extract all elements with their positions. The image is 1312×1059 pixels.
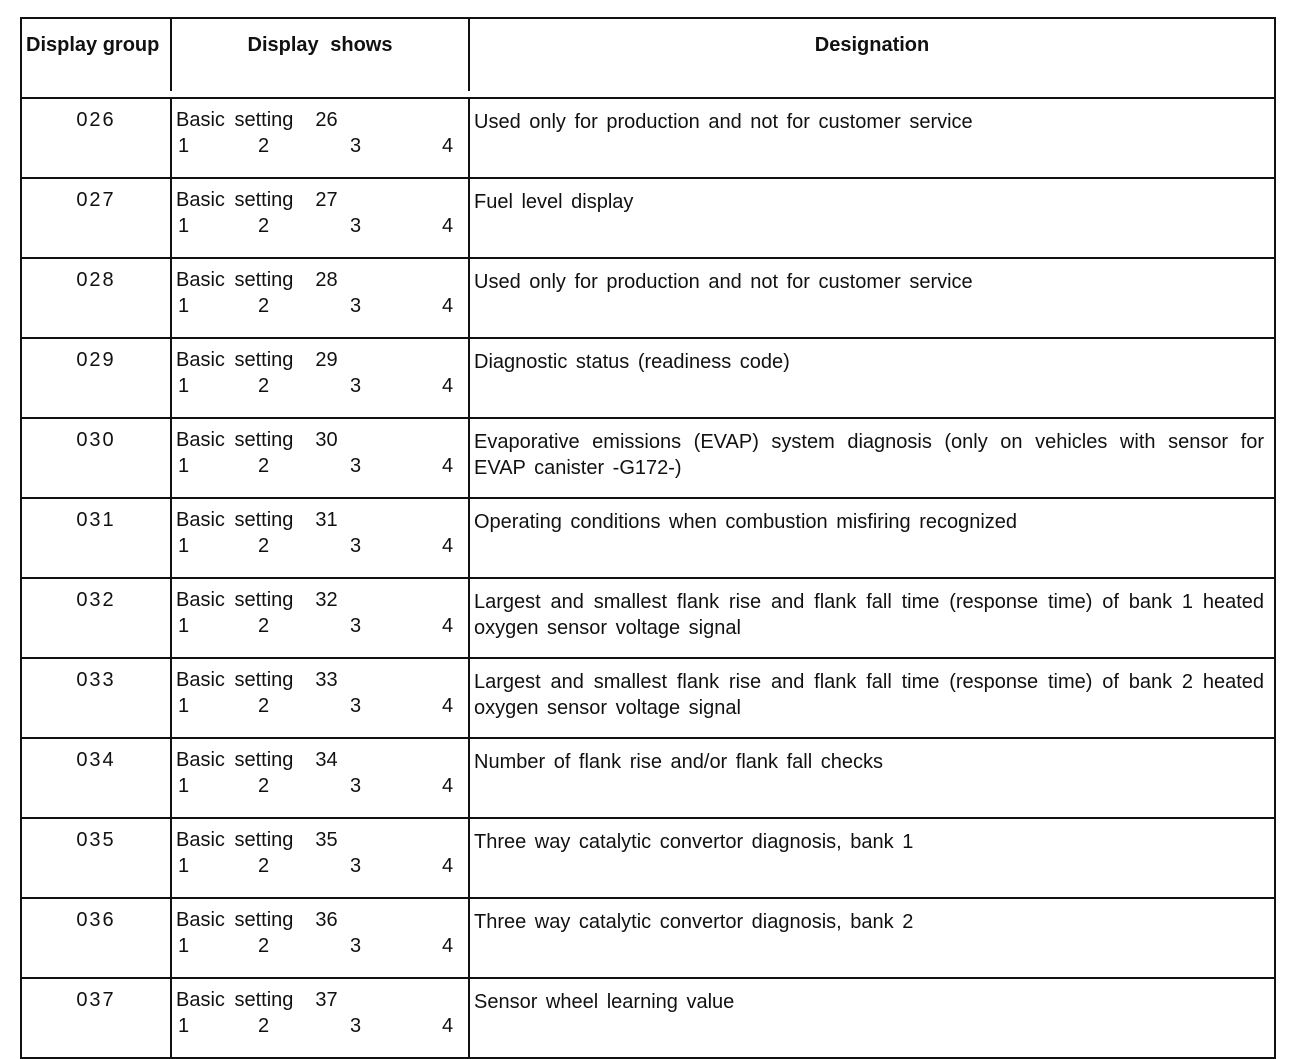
group-cell: [21, 738, 171, 818]
group-number: 033: [76, 669, 116, 691]
table-row: [21, 98, 1275, 178]
group-number: 028: [76, 269, 116, 291]
table-row: [21, 658, 1275, 738]
field-2: 2: [258, 135, 270, 157]
setting-label: Basic setting: [176, 909, 294, 931]
display-shows-cell: [171, 898, 469, 978]
basic-setting-line: [176, 589, 338, 612]
basic-setting-line: [176, 669, 338, 692]
display-shows-cell: [171, 258, 469, 338]
field-2: 2: [258, 775, 270, 797]
setting-label: Basic setting: [176, 669, 294, 691]
field-2: 2: [258, 535, 270, 557]
display-shows-cell: [171, 418, 469, 498]
field-2: 2: [258, 935, 270, 957]
field-1: 1: [178, 775, 190, 797]
setting-label: Basic setting: [176, 989, 294, 1011]
group-cell: [21, 818, 171, 898]
basic-setting-line: [176, 989, 338, 1012]
field-3: 3: [350, 695, 362, 717]
group-cell: [21, 258, 171, 338]
field-3: 3: [350, 615, 362, 637]
field-4: 4: [442, 295, 454, 317]
setting-value: 29: [315, 349, 338, 371]
field-2: 2: [258, 455, 270, 477]
table-row: [21, 498, 1275, 578]
group-cell: [21, 338, 171, 418]
group-cell: [21, 498, 171, 578]
field-1: 1: [178, 455, 190, 477]
field-4: 4: [442, 535, 454, 557]
field-1: 1: [178, 855, 190, 877]
table-row: [21, 898, 1275, 978]
field-4: 4: [442, 615, 454, 637]
field-1: 1: [178, 295, 190, 317]
setting-value: 28: [315, 269, 338, 291]
setting-value: 37: [315, 989, 338, 1011]
field-1: 1: [178, 695, 190, 717]
group-number: 036: [76, 909, 116, 931]
header-designation: Designation: [814, 34, 930, 56]
field-3: 3: [350, 135, 362, 157]
setting-value: 32: [315, 589, 338, 611]
header-display-group: Display group: [26, 34, 160, 56]
basic-setting-line: [176, 189, 338, 212]
setting-value: 34: [315, 749, 338, 771]
display-shows-cell: [171, 818, 469, 898]
basic-setting-line: [176, 829, 338, 852]
header-cell-group: [22, 19, 172, 91]
table-row: [21, 978, 1275, 1058]
table-row: [21, 178, 1275, 258]
table-row: [21, 258, 1275, 338]
header-display-shows: Display shows: [247, 34, 393, 56]
basic-setting-line: [176, 749, 338, 772]
basic-setting-line: [176, 349, 338, 372]
field-1: 1: [178, 615, 190, 637]
setting-value: 31: [315, 509, 338, 531]
group-number: 029: [76, 349, 116, 371]
header-cell-designation: [470, 19, 1274, 91]
field-3: 3: [350, 935, 362, 957]
table-row: [21, 738, 1275, 818]
setting-label: Basic setting: [176, 749, 294, 771]
field-3: 3: [350, 1015, 362, 1037]
designation-cell: Used only for production and not for customer service: [469, 98, 1275, 178]
group-cell: [21, 898, 171, 978]
field-3: 3: [350, 775, 362, 797]
table-body: [20, 97, 1276, 1059]
designation-cell: Largest and smallest flank rise and flank fall time (response time) of bank 1 heated oxygen sensor voltage signal: [469, 578, 1275, 658]
group-number: 026: [76, 109, 116, 131]
table-header: [20, 17, 1276, 91]
field-2: 2: [258, 695, 270, 717]
group-number: 035: [76, 829, 116, 851]
field-1: 1: [178, 375, 190, 397]
setting-label: Basic setting: [176, 829, 294, 851]
display-shows-cell: [171, 178, 469, 258]
basic-setting-line: [176, 269, 338, 292]
group-cell: [21, 578, 171, 658]
field-4: 4: [442, 135, 454, 157]
designation-cell: Largest and smallest flank rise and flank fall time (response time) of bank 2 heated oxygen sensor voltage signal: [469, 658, 1275, 738]
setting-label: Basic setting: [176, 349, 294, 371]
field-2: 2: [258, 375, 270, 397]
designation-cell: Operating conditions when combustion misfiring recognized: [469, 498, 1275, 578]
designation-cell: Fuel level display: [469, 178, 1275, 258]
group-cell: [21, 98, 171, 178]
field-1: 1: [178, 215, 190, 237]
setting-value: 35: [315, 829, 338, 851]
setting-label: Basic setting: [176, 509, 294, 531]
setting-value: 30: [315, 429, 338, 451]
table-row: [21, 578, 1275, 658]
field-3: 3: [350, 295, 362, 317]
group-number: 032: [76, 589, 116, 611]
setting-label: Basic setting: [176, 429, 294, 451]
field-3: 3: [350, 375, 362, 397]
field-4: 4: [442, 1015, 454, 1037]
field-4: 4: [442, 855, 454, 877]
designation-cell: Three way catalytic convertor diagnosis, bank 2: [469, 898, 1275, 978]
setting-value: 26: [315, 109, 338, 131]
setting-label: Basic setting: [176, 189, 294, 211]
group-number: 034: [76, 749, 116, 771]
designation-cell: Three way catalytic convertor diagnosis, bank 1: [469, 818, 1275, 898]
field-1: 1: [178, 935, 190, 957]
field-3: 3: [350, 455, 362, 477]
field-4: 4: [442, 935, 454, 957]
table-row: [21, 818, 1275, 898]
field-2: 2: [258, 1015, 270, 1037]
display-shows-cell: [171, 498, 469, 578]
field-4: 4: [442, 375, 454, 397]
group-number: 031: [76, 509, 116, 531]
group-cell: [21, 178, 171, 258]
designation-cell: Evaporative emissions (EVAP) system diagnosis (only on vehicles with sensor for EVAP canister -G172-): [469, 418, 1275, 498]
display-shows-cell: [171, 738, 469, 818]
group-cell: [21, 978, 171, 1058]
field-1: 1: [178, 535, 190, 557]
setting-value: 36: [315, 909, 338, 931]
display-shows-cell: [171, 338, 469, 418]
setting-value: 33: [315, 669, 338, 691]
field-3: 3: [350, 215, 362, 237]
field-2: 2: [258, 215, 270, 237]
display-group-table: [20, 17, 1276, 1059]
header-cell-shows: [172, 19, 470, 91]
designation-cell: Diagnostic status (readiness code): [469, 338, 1275, 418]
field-4: 4: [442, 775, 454, 797]
group-cell: [21, 418, 171, 498]
display-shows-cell: [171, 98, 469, 178]
table-row: [21, 338, 1275, 418]
designation-cell: Number of flank rise and/or flank fall checks: [469, 738, 1275, 818]
setting-label: Basic setting: [176, 109, 294, 131]
setting-label: Basic setting: [176, 269, 294, 291]
field-1: 1: [178, 135, 190, 157]
field-3: 3: [350, 855, 362, 877]
basic-setting-line: [176, 909, 338, 932]
designation-cell: Used only for production and not for customer service: [469, 258, 1275, 338]
field-4: 4: [442, 695, 454, 717]
field-2: 2: [258, 615, 270, 637]
group-number: 037: [76, 989, 116, 1011]
field-4: 4: [442, 455, 454, 477]
field-2: 2: [258, 295, 270, 317]
designation-cell: Sensor wheel learning value: [469, 978, 1275, 1058]
basic-setting-line: [176, 429, 338, 452]
field-2: 2: [258, 855, 270, 877]
field-1: 1: [178, 1015, 190, 1037]
setting-value: 27: [315, 189, 338, 211]
field-4: 4: [442, 215, 454, 237]
setting-label: Basic setting: [176, 589, 294, 611]
group-number: 030: [76, 429, 116, 451]
group-cell: [21, 658, 171, 738]
display-shows-cell: [171, 658, 469, 738]
field-3: 3: [350, 535, 362, 557]
display-shows-cell: [171, 978, 469, 1058]
display-shows-cell: [171, 578, 469, 658]
group-number: 027: [76, 189, 116, 211]
table-row: [21, 418, 1275, 498]
basic-setting-line: [176, 509, 338, 532]
basic-setting-line: [176, 109, 338, 132]
